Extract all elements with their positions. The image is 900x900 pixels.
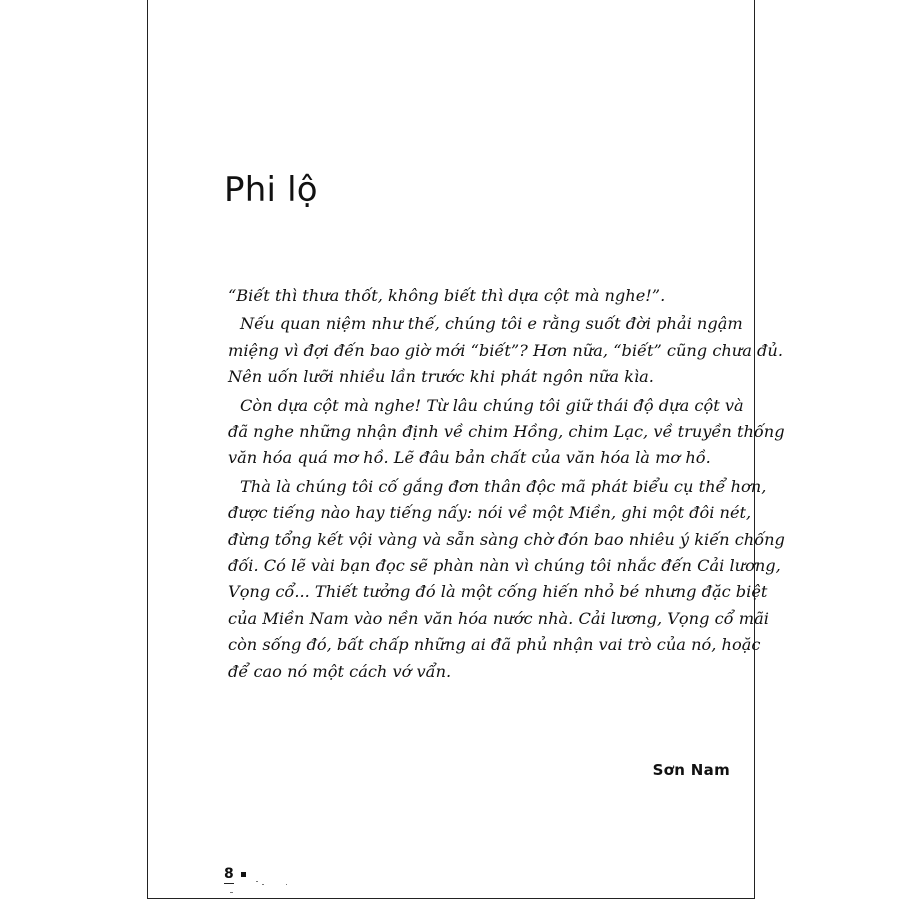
text-line: Vọng cổ... Thiết tưởng đó là một cống hiến nhỏ bé nhưng đặc biệt (228, 582, 768, 602)
author-signature: Sơn Nam (652, 761, 730, 779)
text-line: văn hóa quá mơ hồ. Lẽ đâu bản chất của văn hóa là mơ hồ. (228, 448, 711, 468)
text-line: đối. Có lẽ vài bạn đọc sẽ phàn nàn vì chúng tôi nhắc đến Cải lương, (228, 556, 781, 576)
scan-speck (256, 881, 258, 882)
text-line: để cao nó một cách vớ vẩn. (228, 661, 452, 681)
text-line: Nên uốn lưỡi nhiều lần trước khi phát ngôn nữa kìa. (228, 367, 654, 387)
book-page (147, 0, 785, 899)
text-line: Còn dựa cột mà nghe! Từ lâu chúng tôi giữ thái độ dựa cột và (240, 395, 744, 415)
text-line: đừng tổng kết vội vàng và sẵn sàng chờ đón bao nhiêu ý kiến chống (228, 529, 785, 549)
text-line: Thà là chúng tôi cố gắng đơn thân độc mã phát biểu cụ thể hơn, (240, 476, 767, 496)
text-line: của Miền Nam vào nền văn hóa nước nhà. Cải lương, Vọng cổ mãi (228, 608, 769, 628)
scan-speck (286, 884, 287, 885)
paragraph-quote (228, 283, 728, 309)
paragraph-2 (228, 393, 785, 472)
text-line: “Biết thì thưa thốt, không biết thì dựa cột mà nghe!”. (228, 286, 666, 305)
text-line: đã nghe những nhận định về chim Hồng, chim Lạc, về truyền thống (228, 422, 785, 442)
page-number: 8 (224, 866, 234, 882)
text-line: Nếu quan niệm như thế, chúng tôi e rằng suốt đời phải ngậm (240, 314, 743, 334)
scan-speck (230, 892, 233, 893)
text-line: được tiếng nào hay tiếng nấy: nói về một Miền, ghi một đôi nét, (228, 503, 752, 523)
chapter-title: Phi lộ (224, 170, 318, 210)
bullet-icon (241, 872, 246, 877)
text-line: còn sống đó, bất chấp những ai đã phủ nhận vai trò của nó, hoặc (228, 635, 761, 655)
paragraph-1 (228, 311, 783, 390)
body-text (228, 283, 785, 687)
scan-speck (262, 884, 264, 885)
text-line: miệng vì đợi đến bao giờ mới “biết”? Hơn nữa, “biết” cũng chưa đủ. (228, 340, 783, 360)
paragraph-3 (228, 474, 785, 685)
